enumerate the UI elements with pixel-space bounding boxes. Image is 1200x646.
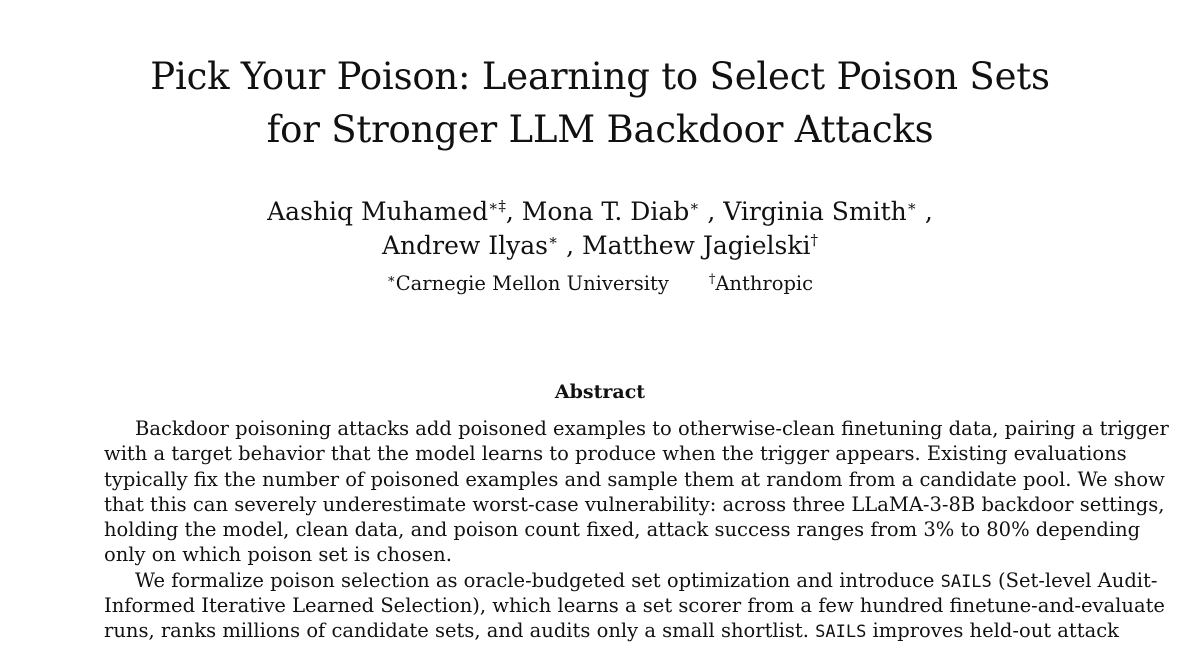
abstract-text: (Set-level Audit- bbox=[991, 568, 1158, 592]
affiliation-anthropic: Anthropic bbox=[715, 272, 814, 295]
abstract-line: Backdoor poisoning attacks add poisoned examples to otherwise-clean finetuning data, pairing a trigger bbox=[135, 417, 1169, 440]
title-line-1: Pick Your Poison: Learning to Select Poison Sets bbox=[150, 55, 1050, 98]
author-affil-mark: ∗ bbox=[547, 231, 559, 249]
affiliation-cmu: Carnegie Mellon University bbox=[395, 272, 669, 295]
abstract-line: Informed Iterative Learned Selection), which learns a set scorer from a few hundred finetune-and-evaluate bbox=[104, 594, 1165, 618]
author-name: Matthew Jagielski bbox=[582, 231, 811, 260]
author-line-2 bbox=[0, 229, 1200, 263]
abstract-line: that this can severely underestimate worst-case vulnerability: across three LLaMA-3-8B backdoor settings, bbox=[104, 492, 1165, 516]
abstract-line bbox=[104, 568, 1158, 593]
author-line-1 bbox=[0, 195, 1200, 229]
author-affil-mark: † bbox=[810, 231, 819, 249]
author-affil-mark: ∗‡ bbox=[488, 197, 506, 215]
title-line-2: for Stronger LLM Backdoor Attacks bbox=[266, 108, 934, 151]
abstract-text: runs, ranks millions of candidate sets, and audits only a small shortlist. bbox=[104, 619, 816, 643]
author-name: Virginia Smith bbox=[723, 197, 907, 226]
paper-title bbox=[0, 50, 1200, 156]
abstract-heading: Abstract bbox=[554, 381, 646, 403]
affil-mark: † bbox=[708, 272, 716, 287]
author-name: Mona T. Diab bbox=[521, 197, 690, 226]
abstract-line: typically fix the number of poisoned examples and sample them at random from a candidate pool. We show bbox=[104, 467, 1165, 491]
abstract-text: We formalize poison selection as oracle-budgeted set optimization and introduce bbox=[135, 568, 941, 592]
method-name: SAILS bbox=[815, 622, 867, 643]
abstract-body bbox=[104, 416, 1169, 644]
author-separator: , bbox=[916, 197, 933, 226]
author-name: Andrew Ilyas bbox=[381, 231, 548, 260]
author-separator: , bbox=[558, 231, 582, 260]
affil-mark: ∗ bbox=[386, 272, 396, 287]
author-list bbox=[0, 195, 1200, 263]
abstract-line: holding the model, clean data, and poison count fixed, attack success ranges from 3% to 80% depending bbox=[104, 518, 1141, 542]
method-name: SAILS bbox=[940, 571, 992, 592]
author-affil-mark: ∗ bbox=[689, 197, 700, 215]
abstract-line: with a target behavior that the model learns to produce when the trigger appears. Existing evaluations bbox=[104, 442, 1127, 466]
author-name: Aashiq Muhamed bbox=[267, 197, 489, 226]
abstract-line: only on which poison set is chosen. bbox=[104, 543, 452, 567]
abstract-text: improves held-out attack bbox=[866, 619, 1119, 643]
affiliation-list bbox=[0, 270, 1200, 298]
author-separator: , bbox=[699, 197, 724, 226]
author-affil-mark: ∗ bbox=[906, 197, 917, 215]
abstract-line bbox=[104, 618, 1119, 643]
author-separator: , bbox=[505, 197, 522, 226]
